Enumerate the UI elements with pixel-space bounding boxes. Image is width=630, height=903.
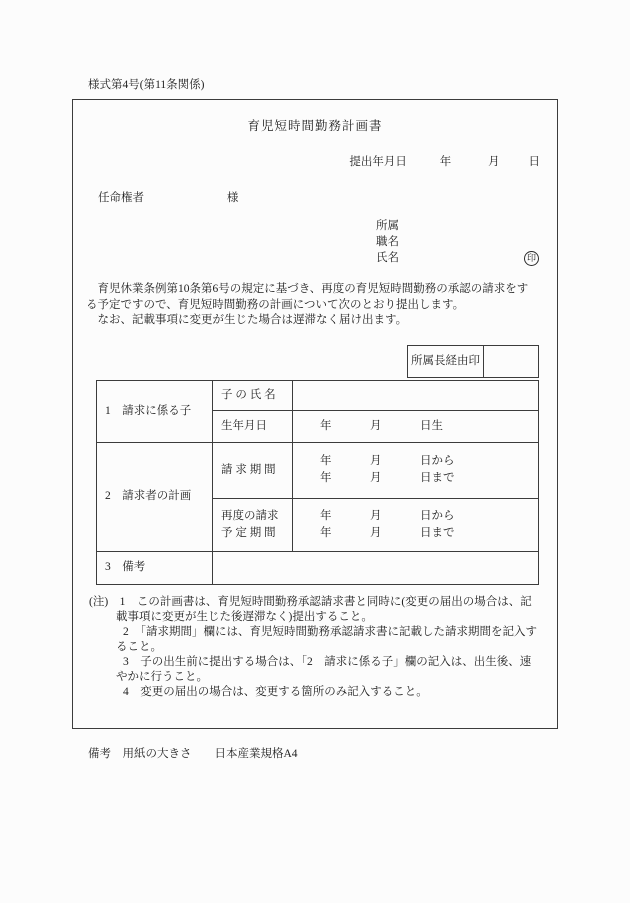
year-label: 年 (320, 455, 332, 467)
affiliation-label: 所属 (376, 220, 399, 232)
submission-date-label: 提出年月日 (349, 156, 407, 168)
period-from-line (320, 508, 538, 525)
request-period-field (293, 442, 539, 498)
section-2-header: 2 請求者の計画 (97, 442, 213, 551)
birth-date-label: 生年月日 (213, 410, 293, 442)
child-name-label: 子 の 氏 名 (213, 380, 293, 410)
request-table (96, 380, 539, 585)
re-request-period-label (213, 498, 293, 551)
addressee-line (98, 190, 557, 206)
day-from-label: 日から (420, 455, 455, 467)
note-line: ること。 (116, 640, 162, 653)
affiliation-line (376, 218, 552, 234)
notes-block (73, 595, 557, 700)
re-request-period-field (293, 498, 539, 551)
seal-mark: 印 (526, 252, 536, 263)
job-title-label: 職名 (376, 236, 399, 248)
seal-icon (524, 251, 539, 266)
note-line: 載事項に変更が生じた後遅滞なく)提出すること。 (116, 610, 373, 623)
table-row-request-period (97, 442, 539, 498)
month-label: 月 (488, 156, 500, 168)
child-name-field[interactable] (293, 380, 539, 410)
period-to-line (320, 525, 538, 542)
day-born-label: 日生 (420, 419, 443, 432)
month-label: 月 (370, 526, 382, 539)
paragraph-line: 育児休業条例第10条第6号の規定に基づき、再度の育児短時間勤務の承認の請求をす (86, 283, 529, 295)
section-1-header: 1 請求に係る子 (97, 380, 213, 442)
note-line: やかに行うこと。 (116, 670, 208, 683)
section-3-header: 3 備考 (97, 551, 213, 584)
year-label: 年 (320, 419, 332, 432)
remarks-field[interactable] (213, 551, 539, 584)
name-label: 氏名 (376, 252, 399, 264)
month-label: 月 (370, 509, 382, 522)
birth-date-field (293, 410, 539, 442)
day-from-label: 日から (420, 509, 455, 522)
paragraph-line: なお、記載事項に変更が生じた場合は遅滞なく届け出ます。 (86, 314, 408, 326)
year-label: 年 (320, 526, 332, 539)
note-line: 3 子の出生前に提出する場合は、「2 請求に係る子」欄の記入は、出生後、速 (123, 655, 532, 668)
body-paragraph (86, 282, 550, 329)
month-label: 月 (370, 472, 382, 484)
year-label: 年 (439, 156, 452, 168)
route-stamp-label: 所属長経由印 (408, 346, 484, 377)
note-line: 2 「請求期間」欄には、育児短時間勤務承認請求書に記載した請求期間を記入す (123, 625, 537, 638)
birth-date-blanks (320, 418, 538, 435)
note-line: 4 変更の届出の場合は、変更する箇所のみ記入すること。 (123, 685, 428, 698)
table-row-child-name (97, 380, 539, 410)
submission-date-line (73, 154, 557, 170)
request-period-label: 請 求 期 間 (213, 442, 293, 498)
re-request-label-line2: 予 定 期 間 (221, 526, 276, 539)
year-label: 年 (320, 509, 332, 522)
addressee-label: 任命権者 (98, 192, 144, 204)
day-label: 日 (528, 156, 540, 168)
day-to-label: 日まで (420, 472, 455, 484)
period-to-line (320, 470, 538, 487)
month-label: 月 (370, 419, 382, 432)
job-title-line (376, 234, 552, 250)
day-to-label: 日まで (420, 526, 455, 539)
form-title: 育児短時間勤務計画書 (247, 119, 383, 133)
route-stamp-box (407, 345, 539, 378)
paragraph-line: る予定ですので、育児短時間勤務の計画について次のとおり提出します。 (86, 298, 465, 311)
month-label: 月 (370, 455, 382, 467)
applicant-block (376, 218, 552, 266)
year-label: 年 (320, 472, 332, 484)
form-border-box (72, 99, 558, 729)
paper-size-note: 備考 用紙の大きさ 日本産業規格A4 (88, 748, 298, 760)
name-line (376, 250, 552, 266)
route-stamp-field[interactable] (484, 346, 538, 377)
form-number: 様式第4号(第11条関係) (88, 79, 205, 91)
period-from-line (320, 453, 538, 470)
re-request-label-line1: 再度の請求 (221, 509, 279, 522)
note-line: (注) 1 この計画書は、育児短時間勤務承認請求書と同時に(変更の届出の場合は、記 (89, 595, 532, 608)
honorific-label: 様 (226, 192, 239, 204)
table-row-remarks (97, 551, 539, 584)
